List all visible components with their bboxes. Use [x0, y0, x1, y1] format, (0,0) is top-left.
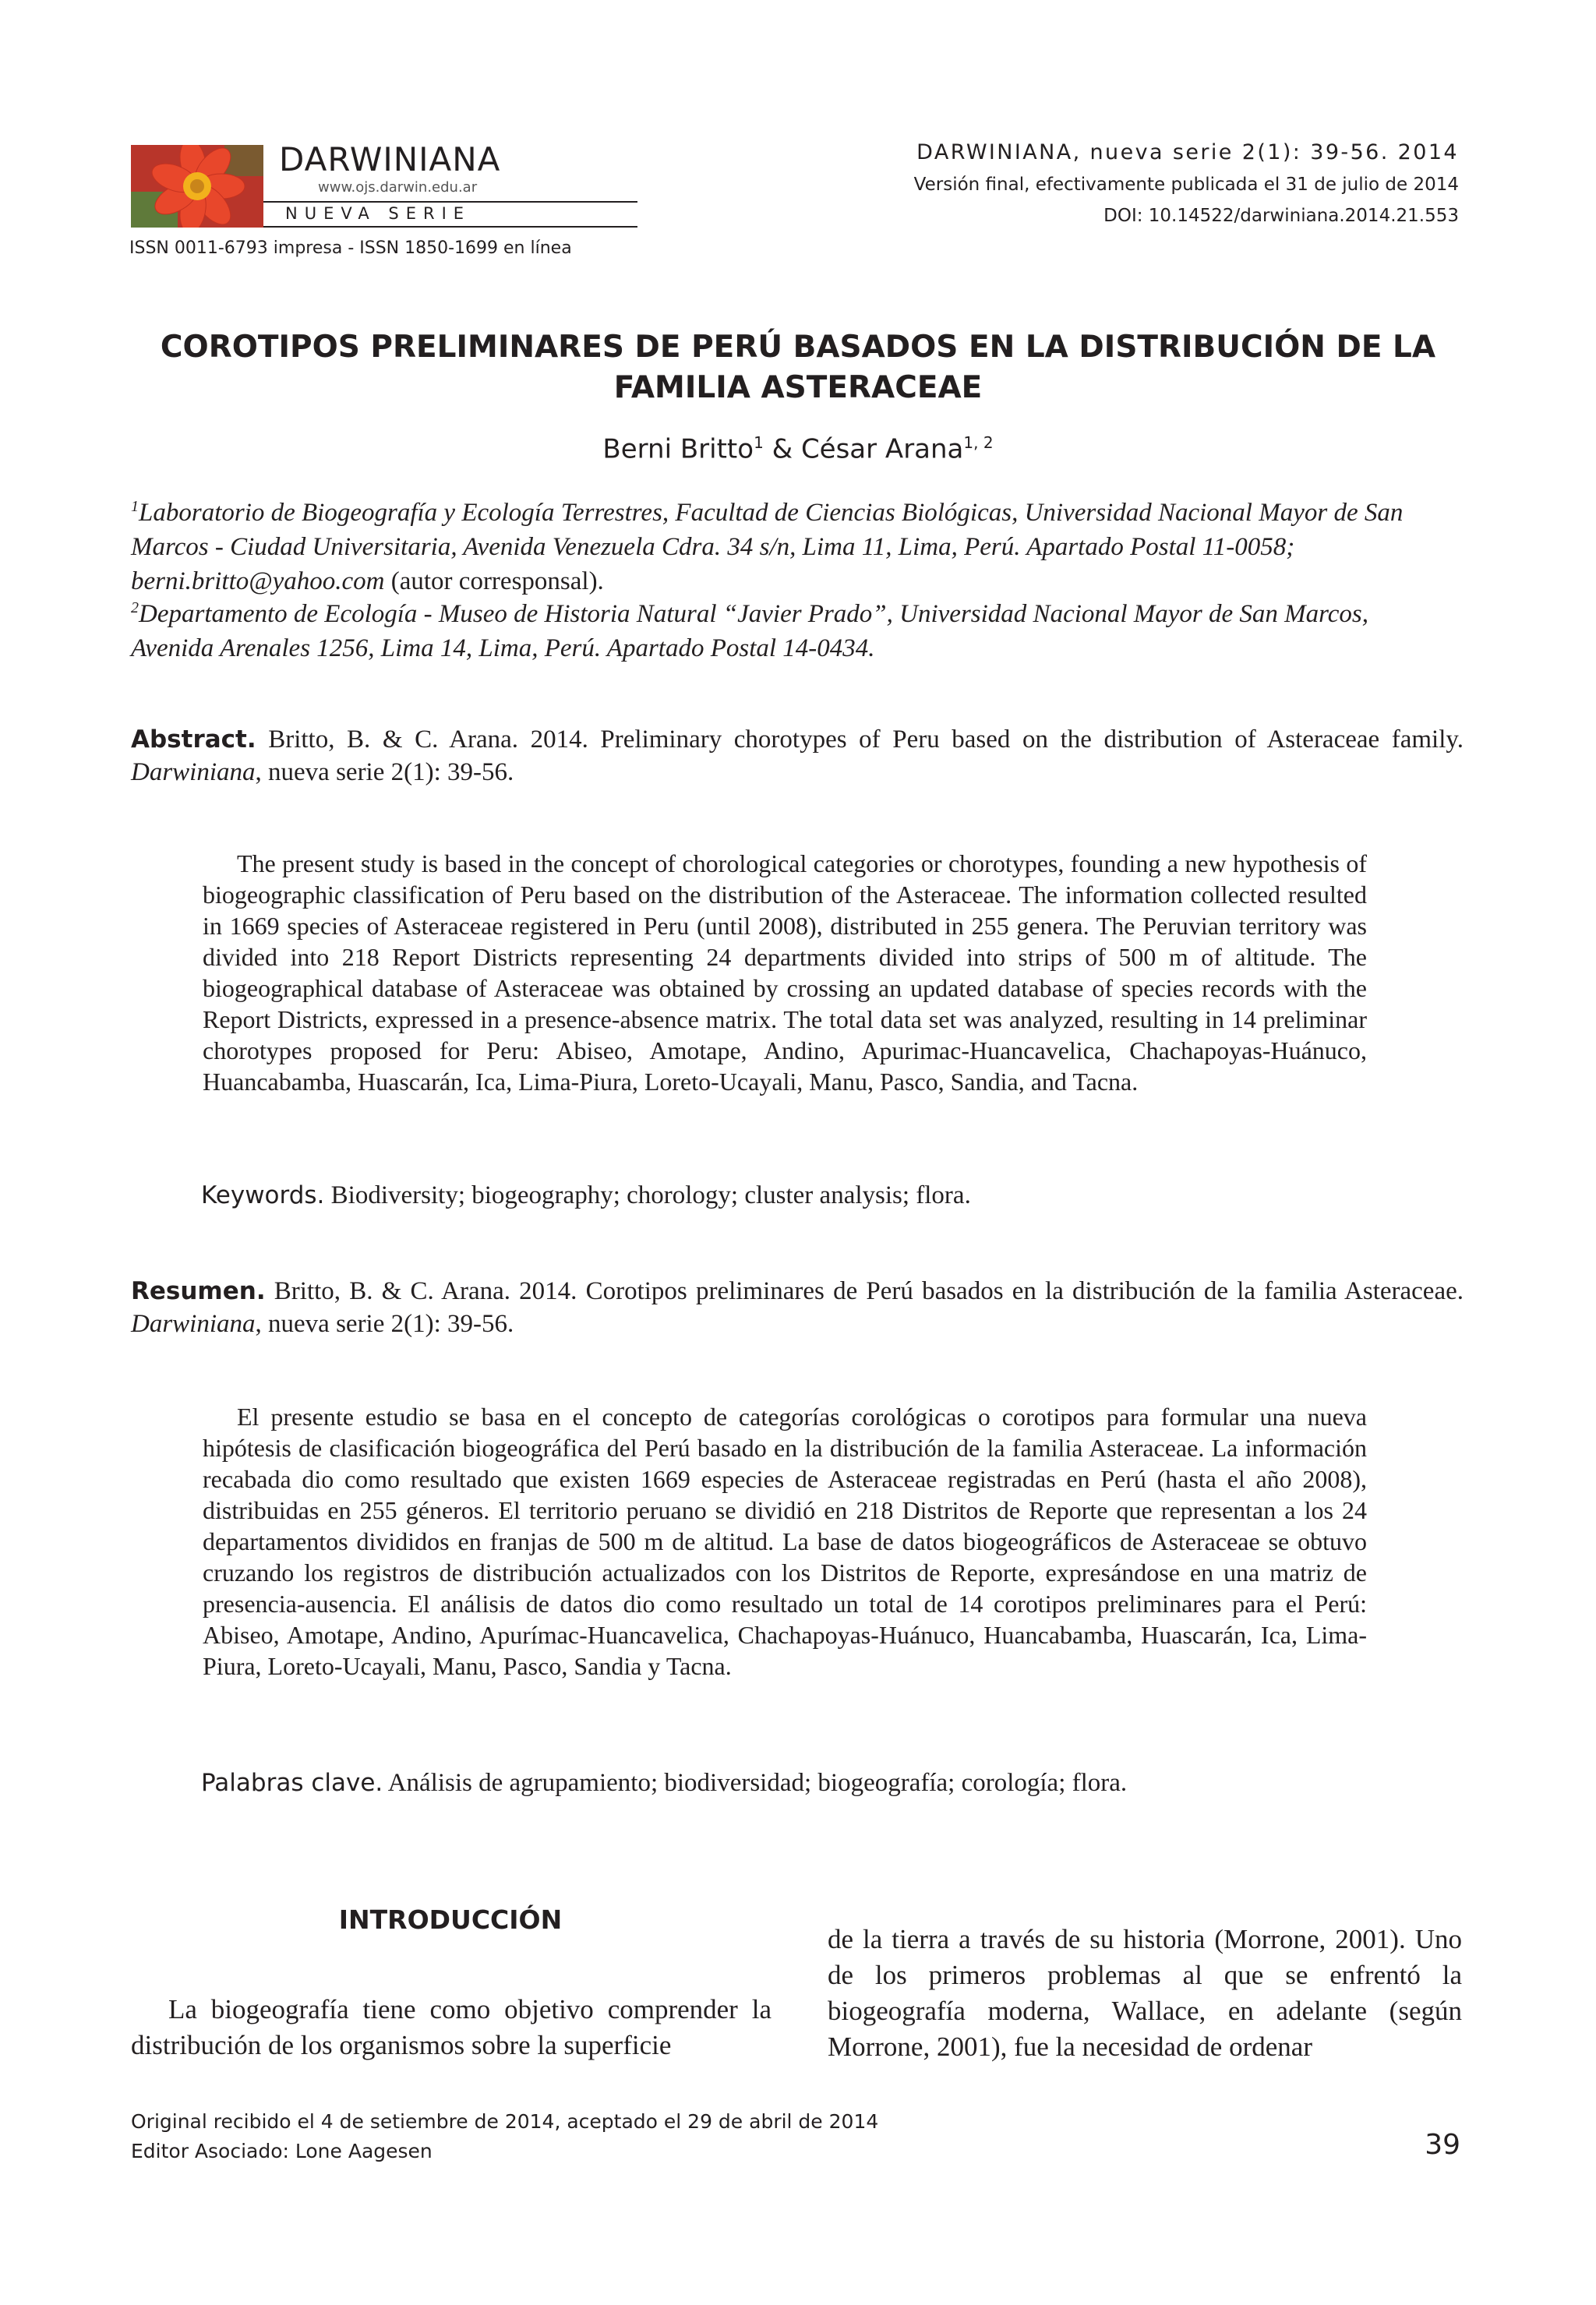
journal-logo — [131, 140, 505, 228]
affiliation-2 — [131, 591, 1456, 665]
palabras-clave-label: Palabras clave. — [201, 1769, 383, 1797]
logo-divider-bottom — [263, 226, 637, 228]
logo-title: DARWINIANA — [279, 140, 501, 178]
affiliation-1 — [131, 489, 1456, 598]
author-line — [0, 433, 1596, 464]
doi: DOI: 10.14522/darwiniana.2014.21.553 — [1103, 206, 1459, 226]
logo-serie: NUEVA SERIE — [285, 204, 471, 223]
received-note: Original recibido el 4 de setiembre de 2014, aceptado el 29 de abril de 2014 — [131, 2110, 879, 2133]
abstract-citation — [131, 723, 1464, 789]
affiliation-1-tail: (autor corresponsal). — [384, 567, 604, 595]
flower-logo-image — [131, 145, 263, 228]
resumen-label: Resumen. — [131, 1277, 266, 1305]
issn-line: ISSN 0011-6793 impresa - ISSN 1850-1699 en línea — [129, 238, 572, 258]
abstract-paragraph: The present study is based in the concept of chorological categories or chorotypes, founding a new hypothesis of biogeographic classification of Peru based on the distribution of the Asteraceae. The information collected resulted in 1669 species of Asteraceae registered in Peru (until 2008), distributed in 255 genera. The Peruvian territory was divided into 218 Report Districts representing 24 departments divided into strips of 500 m of altitude. The biogeographical database of Asteraceae was obtained by crossing an updated database of species records with the Report Districts, expressed in a presence-absence matrix. The total data set was analyzed, resulting in 14 preliminar chorotypes proposed for Peru: Abiseo, Amotape, Andino, Apurimac-Huancavelica, Chachapoyas-Huánuco, Huancabamba, Huascarán, Ica, Lima-Piura, Loreto-Ucayali, Manu, Pasco, Sandia, and Tacna. — [203, 849, 1367, 1096]
keywords-label: Keywords. — [201, 1181, 325, 1209]
abstract-ref-journal: Darwiniana — [131, 758, 256, 786]
palabras-clave-text: Análisis de agrupamiento; biodiversidad; biogeografía; corología; flora. — [383, 1769, 1128, 1797]
logo-url: www.ojs.darwin.edu.ar — [318, 179, 478, 196]
resumen-body — [203, 1401, 1367, 1682]
affiliation-1-text: Laboratorio de Biogeografía y Ecología Terrestres, Facultad de Ciencias Biológicas, Universidad Nacional Mayor de San Marcos - Ciudad Universitaria, Avenida Venezuela Cdra. 34 s/n, Lima 11, Lima, Perú. Apartado Postal 11-0058; berni.britto@yahoo.com — [131, 499, 1404, 595]
intro-paragraph-left: La biogeografía tiene como objetivo comprender la distribución de los organismos sobre la superficie — [131, 1994, 772, 2060]
column-left — [131, 1992, 772, 2063]
page-number: 39 — [1425, 2129, 1460, 2161]
palabras-clave-line — [201, 1769, 1127, 1798]
resumen-paragraph: El presente estudio se basa en el concepto de categorías corológicas o corotipos para formular una nueva hipótesis de clasificación biogeográfica del Perú basado en la distribución de la familia Asteraceae. La información recabada dio como resultado que existen 1669 especies de Asteraceae registradas en Perú (hasta el año 2008), distribuidas en 255 géneros. El territorio peruano se dividió en 218 Distritos de Reporte que representan a los 24 departamentos divididos en franjas de 500 m de altitud. La base de datos biogeográficos de Asteraceae se obtuvo cruzando los registros de distribución actualizados con los Distritos de Reporte, expresándose en una matriz de presencia-ausencia. El análisis de datos dio como resultado un total de 14 corotipos preliminares para el Perú: Abiseo, Amotape, Andino, Apurímac-Huancavelica, Chachapoyas-Huánuco, Huancabamba, Huascarán, Ica, Lima-Piura, Loreto-Ucayali, Manu, Pasco, Sandia y Tacna. — [203, 1403, 1367, 1680]
title-line-1: COROTIPOS PRELIMINARES DE PERÚ BASADOS EN LA DISTRIBUCIÓN DE LA — [160, 330, 1436, 365]
abstract-ref-text: Britto, B. & C. Arana. 2014. Preliminary chorotypes of Peru based on the distribution of Asteraceae family. — [256, 725, 1464, 754]
version-note: Versión final, efectivamente publicada el 31 de julio de 2014 — [913, 175, 1459, 195]
resumen-ref-tail: , nueva serie 2(1): 39-56. — [255, 1310, 514, 1338]
keywords-text: Biodiversity; biogeography; chorology; cluster analysis; flora. — [324, 1181, 971, 1209]
title-line-2: FAMILIA ASTERACEAE — [613, 370, 983, 405]
abstract-label: Abstract. — [131, 725, 256, 754]
abstract-ref-tail: , nueva serie 2(1): 39-56. — [255, 758, 514, 786]
article-title — [137, 327, 1459, 408]
affiliation-2-text: Departamento de Ecología - Museo de Historia Natural “Javier Prado”, Universidad Nacional Mayor de San Marcos, Avenida Arenales 1256, Lima 14, Lima, Perú. Apartado Postal 14-0434. — [131, 600, 1369, 662]
author-britto: Berni Britto — [602, 433, 754, 465]
abstract-body — [203, 848, 1367, 1097]
author-arana: César Arana — [800, 433, 964, 465]
resumen-citation — [131, 1275, 1464, 1340]
resumen-ref-text: Britto, B. & C. Arana. 2014. Corotipos preliminares de Perú basados en la distribución de la familia Asteraceae. — [265, 1277, 1464, 1305]
column-right — [828, 1922, 1462, 2065]
intro-paragraph-right: de la tierra a través de su historia (Morrone, 2001). Uno de los primeros problemas al que se enfrentó la biogeografía moderna, Wallace, en adelante (según Morrone, 2001), fue la necesidad de ordenar — [828, 1924, 1462, 2062]
section-heading-introduccion: INTRODUCCIÓN — [338, 1904, 563, 1935]
affiliation-2-number: 2 — [131, 599, 139, 616]
author-separator: & — [763, 433, 801, 465]
author-britto-affil: 1 — [754, 433, 764, 452]
journal-reference: DARWINIANA, nueva serie 2(1): 39-56. 2014 — [916, 140, 1459, 164]
resumen-ref-journal: Darwiniana — [131, 1310, 256, 1338]
editor-note: Editor Asociado: Lone Aagesen — [131, 2140, 433, 2162]
author-arana-affil: 1, 2 — [963, 433, 994, 452]
keywords-line — [201, 1181, 971, 1210]
logo-divider — [263, 201, 637, 203]
affiliation-1-number: 1 — [131, 498, 139, 515]
